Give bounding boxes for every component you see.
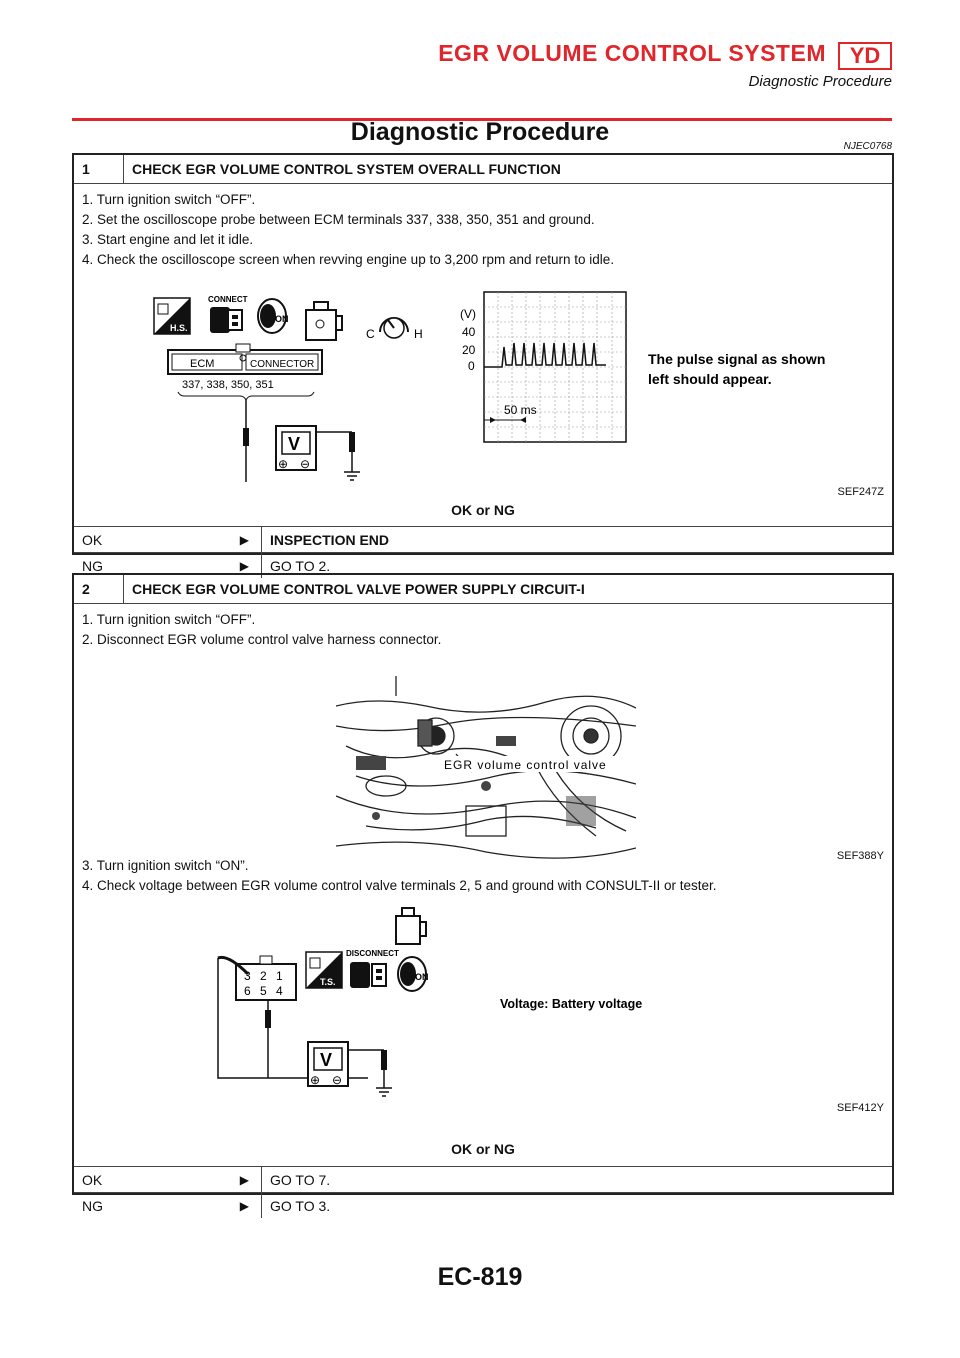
result-action: GO TO 2. xyxy=(270,557,331,574)
step-2-box xyxy=(72,573,894,1214)
engine-off-icon xyxy=(396,908,426,944)
result-action: GO TO 3. xyxy=(270,1197,331,1214)
result-label: NG xyxy=(82,557,103,574)
figure-code: SEF412Y xyxy=(836,1102,884,1114)
figure-code: SEF247Z xyxy=(837,486,884,498)
ecm-label: ECM xyxy=(190,358,215,370)
pin: 4 xyxy=(276,984,283,998)
ts-icon xyxy=(306,952,342,988)
instruction: 4. Check the oscilloscope screen when revving engine up to 3,200 rpm and return to idle. xyxy=(82,252,615,267)
temperature-gauge-icon xyxy=(366,318,423,341)
step-1-number: 1 xyxy=(74,155,124,183)
step-2-title: CHECK EGR VOLUME CONTROL VALVE POWER SUPPLY CIRCUIT-I xyxy=(132,581,585,597)
ok-ng-label: OK or NG xyxy=(451,502,515,518)
scope-unit: (V) xyxy=(460,307,476,321)
scope-time: 50 ms xyxy=(504,403,537,417)
meter-plus: ⊕ xyxy=(278,457,289,471)
result-row-ok xyxy=(74,1166,892,1192)
hs-icon xyxy=(154,298,190,334)
oscilloscope-screen xyxy=(460,292,626,442)
gauge-h-label: H xyxy=(414,327,423,341)
photo-label: EGR volume control valve xyxy=(444,758,607,772)
arrow-icon: ▶ xyxy=(239,1198,249,1213)
scope-y-20: 20 xyxy=(462,343,476,357)
disconnect-label: DISCONNECT xyxy=(346,949,399,958)
section-title: Diagnostic Procedure xyxy=(350,118,610,146)
terminal-numbers: 337, 338, 350, 351 xyxy=(182,379,274,391)
engine-badge: YD xyxy=(838,42,892,70)
page-number: EC-819 xyxy=(437,1263,523,1291)
voltage-spec: Voltage: Battery voltage xyxy=(500,997,643,1011)
scope-y-0: 0 xyxy=(468,359,475,373)
meter-minus: ⊖ xyxy=(300,457,311,471)
ecm-connector xyxy=(168,344,322,374)
voltmeter xyxy=(308,1042,348,1087)
ts-label: T.S. xyxy=(320,977,336,987)
valve-connector xyxy=(236,956,296,1000)
scope-y-40: 40 xyxy=(462,325,476,339)
result-label: OK xyxy=(82,1171,103,1188)
step-1-instructions xyxy=(74,184,892,270)
voltage-check-figure xyxy=(74,902,892,1112)
ignition-key-icon xyxy=(398,957,429,991)
page-header-title: EGR VOLUME CONTROL SYSTEM xyxy=(438,40,826,66)
result-action: GO TO 7. xyxy=(270,1171,331,1188)
pulse-note-line1: The pulse signal as shown xyxy=(648,351,826,367)
pulse-note-line2: left should appear. xyxy=(648,371,772,387)
pin: 3 xyxy=(244,969,251,983)
connect-label: CONNECT xyxy=(208,295,248,304)
connector-disconnect-icon xyxy=(346,949,399,988)
result-action: INSPECTION END xyxy=(270,531,390,548)
instruction: 4. Check voltage between EGR volume control valve terminals 2, 5 and ground with CONSULT-II or tester. xyxy=(82,878,717,893)
step-1-header xyxy=(74,155,892,184)
meter-label: V xyxy=(288,434,301,454)
step-1-title: CHECK EGR VOLUME CONTROL SYSTEM OVERALL FUNCTION xyxy=(132,161,561,177)
on-label: ON xyxy=(275,314,289,324)
arrow-icon: ▶ xyxy=(239,558,249,573)
ok-ng-label: OK or NG xyxy=(451,1141,515,1157)
pin: 1 xyxy=(276,969,283,983)
step-2-header xyxy=(74,575,892,604)
result-row-ok xyxy=(74,526,892,552)
pin: 5 xyxy=(260,984,267,998)
step-2-body xyxy=(74,604,892,1141)
on-label: ON xyxy=(415,972,429,982)
arrow-icon: ▶ xyxy=(239,1172,249,1187)
engine-bay-photo xyxy=(336,676,636,866)
oscilloscope-figure xyxy=(74,282,892,482)
instruction: 3. Start engine and let it idle. xyxy=(82,232,254,247)
section-code: NJEC0768 xyxy=(843,141,892,152)
ignition-key-icon xyxy=(258,299,289,333)
gauge-c-label: C xyxy=(366,327,375,341)
hs-label: H.S. xyxy=(170,323,188,333)
arrow-icon: ▶ xyxy=(239,532,249,547)
connector-label: CONNECTOR xyxy=(250,359,315,370)
instruction: 3. Turn ignition switch “ON”. xyxy=(82,858,249,873)
result-label: NG xyxy=(82,1197,103,1214)
step-2-number: 2 xyxy=(74,575,124,603)
voltmeter xyxy=(276,426,316,471)
connector-connect-icon xyxy=(208,295,248,333)
instruction: 2. Disconnect EGR volume control valve harness connector. xyxy=(82,632,442,647)
pin: 2 xyxy=(260,969,267,983)
page-header xyxy=(72,40,892,118)
page-header-subtitle: Diagnostic Procedure xyxy=(748,73,892,90)
step-2-instructions-b xyxy=(74,856,725,896)
result-row-ng xyxy=(74,1192,892,1218)
meter-minus: ⊖ xyxy=(332,1073,343,1087)
meter-plus: ⊕ xyxy=(310,1073,321,1087)
instruction: 2. Set the oscilloscope probe between ECM terminals 337, 338, 350, 351 and ground. xyxy=(82,212,595,227)
step-1-box xyxy=(72,153,894,574)
step-1-body xyxy=(74,184,892,502)
instruction: 1. Turn ignition switch “OFF”. xyxy=(82,192,256,207)
result-label: OK xyxy=(82,531,103,548)
engine-running-icon xyxy=(306,302,342,340)
instruction: 1. Turn ignition switch “OFF”. xyxy=(82,612,256,627)
step-2-instructions-a xyxy=(74,604,892,650)
meter-label: V xyxy=(320,1050,333,1070)
photo-code: SEF388Y xyxy=(836,850,884,862)
pin: 6 xyxy=(244,984,251,998)
